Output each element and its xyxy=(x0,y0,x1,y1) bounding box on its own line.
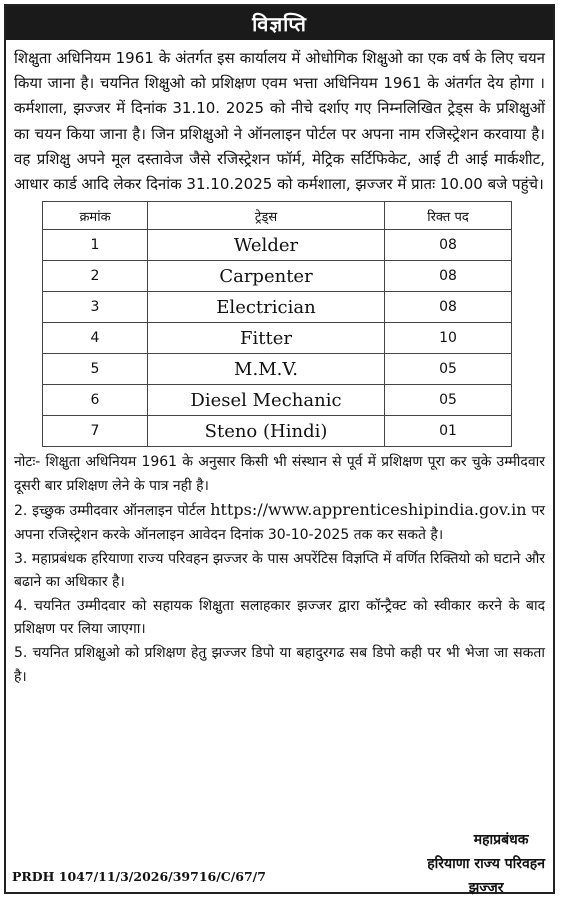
note-4: 4. चयनित उम्मीदवार को सहायक शिक्षुता सलाहकार झज्जर द्वारा कॉन्ट्रैक्ट को स्वीकार करने के बाद प्रशिक्षण पर लिया जाएगा। xyxy=(14,597,545,638)
trades-table xyxy=(42,201,512,447)
row-posts: 08 xyxy=(385,261,512,292)
row-serial: 6 xyxy=(43,385,148,416)
table-row xyxy=(43,292,512,323)
row-trade: Fitter xyxy=(148,323,385,354)
table-row xyxy=(43,323,512,354)
row-serial: 2 xyxy=(43,261,148,292)
table-row xyxy=(43,354,512,385)
reference-number: PRDH 1047/11/3/2026/39716/C/67/7 xyxy=(12,869,266,884)
notice-title: विज्ञप्ति xyxy=(6,6,553,40)
row-trade: M.M.V. xyxy=(148,354,385,385)
header-posts: रिक्त पद xyxy=(385,202,512,230)
row-trade: Diesel Mechanic xyxy=(148,385,385,416)
note-1: नोटः- शिक्षुता अधिनियम 1961 के अनुसार किसी भी संस्थान से पूर्व में प्रशिक्षण पूरा कर चुके उम्मीदवार दूसरी बार प्रशिक्षण लेने के पात्र नही है। xyxy=(14,454,545,494)
notice-frame xyxy=(4,4,555,894)
table-row xyxy=(43,385,512,416)
row-serial: 4 xyxy=(43,323,148,354)
header-serial: क्रमांक xyxy=(43,202,148,230)
table-row xyxy=(43,416,512,447)
row-posts: 08 xyxy=(385,230,512,261)
row-trade: Carpenter xyxy=(148,261,385,292)
row-posts: 01 xyxy=(385,416,512,447)
row-serial: 7 xyxy=(43,416,148,447)
signature-location: झज्जर xyxy=(468,880,504,896)
note-2 xyxy=(14,498,545,547)
row-trade: Welder xyxy=(148,230,385,261)
signature-designation: महाप्रबंधक xyxy=(473,832,529,848)
table-row xyxy=(43,261,512,292)
row-serial: 5 xyxy=(43,354,148,385)
row-posts: 05 xyxy=(385,354,512,385)
header-trade: ट्रेड्स xyxy=(148,202,385,230)
note-3: 3. महाप्रबंधक हरियाणा राज्य परिवहन झज्जर के पास अपरेंटिस विज्ञप्ति में वर्णित रिक्तियो को घटाने और बढाने का अधिकार है। xyxy=(14,550,545,591)
row-trade: Electrician xyxy=(148,292,385,323)
row-serial: 3 xyxy=(43,292,148,323)
row-posts: 08 xyxy=(385,292,512,323)
row-trade: Steno (Hindi) xyxy=(148,416,385,447)
row-serial: 1 xyxy=(43,230,148,261)
note-2-suffix: पर अपना रजिस्ट्रेशन करके ऑनलाइन आवेदन दिनांक 30-10-2025 तक कर सकते है। xyxy=(14,503,546,543)
intro-paragraph: शिक्षुता अधिनियम 1961 के अंतर्गत इस कार्यालय में ओधोगिक शिक्षुओ का एक वर्ष के लिए चयन किया जाना है। चयनित शिक्षुओ को प्रशिक्षण एवम भत्ता अधिनियम 1961 के अंतर्गत देय होगा । कर्मशाला, झज्जर में दिनांक 31.10. 2025 को नीचे दर्शाए गए निम्नलिखित ट्रेड्स के प्रशिक्षुओं का चयन किया जाना है। जिन प्रशिक्षुओ ने ऑनलाइन पोर्टल पर अपना नाम रजिस्ट्रेशन करवाया है। वह प्रशिक्षु अपने मूल दस्तावेज जैसे रजिस्ट्रेशन फॉर्म, मेट्रिक सर्टिफिकेट, आई टी आई मार्कशीट, आधार कार्ड आदि लेकर दिनांक 31.10.2025 को कर्मशाला, झज्जर में प्रातः 10.00 बजे पहुंचे। xyxy=(14,49,545,194)
table-header-row xyxy=(43,202,512,230)
signature-organization: हरियाणा राज्य परिवहन xyxy=(427,856,545,872)
signature-block xyxy=(427,828,545,900)
note-2-prefix: 2. इच्छुक उम्मीदवार ऑनलाइन पोर्टल xyxy=(14,503,206,520)
row-posts: 05 xyxy=(385,385,512,416)
notes-section xyxy=(6,447,553,689)
portal-link[interactable]: https://www.apprenticeshipindia.gov.in xyxy=(210,500,527,520)
note-5: 5. चयनित प्रशिक्षुओ को प्रशिक्षण हेतु झज्जर डिपो या बहादुरगढ सब डिपो कही पर भी भेजा जा सकता है। xyxy=(14,644,545,685)
table-row xyxy=(43,230,512,261)
row-posts: 10 xyxy=(385,323,512,354)
